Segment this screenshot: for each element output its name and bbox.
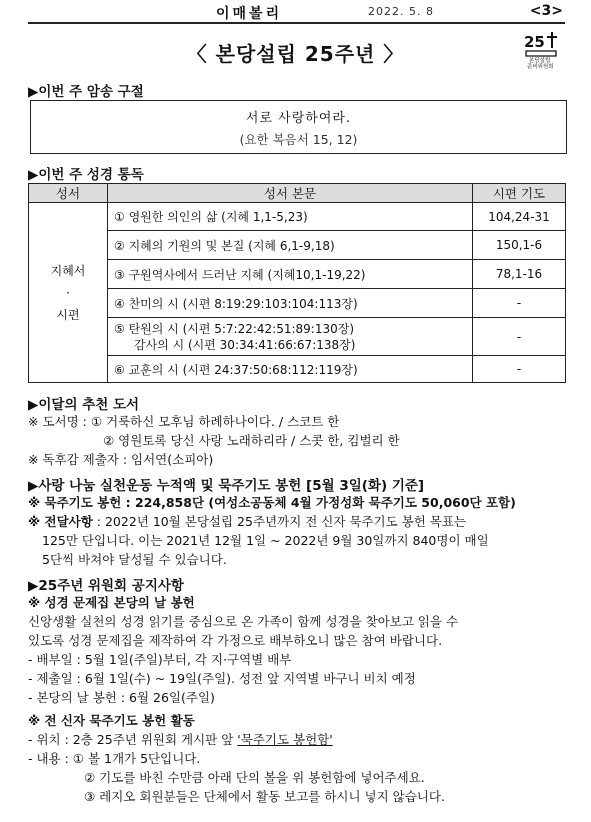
- table-row: [29, 260, 566, 289]
- reading-text: ① 영원한 의인의 삶 (지혜 1,1-5,23): [108, 203, 473, 231]
- rosary-activity-heading: ※ 전 신자 묵주기도 봉헌 활동: [28, 713, 195, 728]
- rosary-content-1: - 내용 : ① 볼 1개가 5단입니다.: [28, 751, 201, 766]
- svg-text:본당설립: 본당설립: [529, 58, 551, 64]
- page-title: 〈 본당설립 25주년 〉: [186, 42, 405, 66]
- psalm-value: -: [473, 318, 566, 356]
- table-row: [29, 318, 566, 356]
- issue-date: 2022. 5. 8: [368, 5, 434, 18]
- psalm-value: -: [473, 356, 566, 383]
- table-row: [29, 203, 566, 231]
- col-header-psalm: 시편 기도: [473, 184, 566, 203]
- rosary-content-2: ② 기도를 바친 수만큼 아래 단의 볼을 위 봉헌함에 넣어주세요.: [84, 770, 425, 785]
- reading-text: ④ 찬미의 시 (시편 8:19:29:103:104:113장): [108, 289, 473, 318]
- notice-line-1: ※ 전달사항 : 2022년 10월 본당설립 25주년까지 전 신자 묵주기도 봉헌 목표는: [28, 514, 467, 529]
- books-line-1: ※ 도서명 : ① 거룩하신 모후님 하례하나이다. / 스코트 한: [28, 414, 340, 429]
- svg-text:준비위원회: 준비위원회: [527, 64, 554, 70]
- book-category: 지혜서 · 시편: [29, 203, 108, 383]
- psalm-value: 150,1-6: [473, 231, 566, 260]
- psalm-value: 104,24-31: [473, 203, 566, 231]
- table-row: [29, 356, 566, 383]
- parish-day-offering: - 본당의 날 봉헌 : 6월 26일(주일): [28, 690, 215, 705]
- books-line-2: ② 영원토록 당신 사랑 노래하리라 / 스콧 한, 킴벌리 한: [103, 433, 400, 448]
- page-number: <3>: [529, 3, 563, 19]
- sharing-heading: ▶사랑 나눔 실천운동 누적액 및 묵주기도 봉헌 [5월 3일(화) 기준]: [28, 478, 425, 494]
- notice-line-3: 5단씩 바쳐야 달성될 수 있습니다.: [42, 552, 227, 567]
- col-header-text: 성서 본문: [108, 184, 473, 203]
- table-row: [29, 231, 566, 260]
- distribution-date: - 배부일 : 5월 1일(주일)부터, 각 지·구역별 배부: [28, 652, 292, 667]
- workbook-paragraph-1: 신앙생활 실천의 성경 읽기를 중심으로 온 가족이 함께 성경을 찾아보고 읽을 수: [28, 614, 459, 629]
- bible-workbook-heading: ※ 성경 문제집 본당의 날 봉헌: [28, 595, 195, 610]
- committee-heading: ▶25주년 위원회 공지사항: [28, 578, 184, 594]
- reading-text: ⑤ 탄원의 시 (시편 5:7:22:42:51:89:130장) 감사의 시 (시편 30:34:41:66:67:138장): [108, 318, 473, 356]
- table-row: [29, 289, 566, 318]
- memory-verse-ref: (요한 복음서 15, 12): [239, 132, 358, 147]
- reading-text: ③ 구원역사에서 드러난 지혜 (지혜10,1-19,22): [108, 260, 473, 289]
- psalm-value: -: [473, 289, 566, 318]
- submission-date: - 제출일 : 6월 1일(수) ~ 19일(주일). 성전 앞 지역별 바구니 비치 예정: [28, 671, 416, 686]
- notice-line-2: 125만 단입니다. 이는 2021년 12월 1일 ~ 2022년 9월 30일까지 840명이 매일: [42, 533, 489, 548]
- svg-text:25: 25: [524, 33, 545, 51]
- rosary-content-3: ③ 레지오 회원분들은 단체에서 활동 보고를 하시니 넣지 않습니다.: [84, 789, 445, 804]
- bible-reading-table: [28, 183, 566, 383]
- rosary-box-location: - 위치 : 2층 25주년 위원회 게시판 앞 '묵주기도 봉헌함': [28, 732, 333, 747]
- book-report-submitter: ※ 독후감 제출자 : 임서연(소피아): [28, 452, 214, 467]
- rosary-offering: ※ 묵주기도 봉헌 : 224,858단 (여성소공동체 4월 가정성화 묵주기도 50,060단 포함): [28, 495, 516, 510]
- bible-reading-heading: ▶이번 주 성경 통독: [28, 167, 144, 183]
- reading-text: ② 지혜의 기원의 및 본질 (지혜 6,1-9,18): [108, 231, 473, 260]
- workbook-paragraph-2: 있도록 성경 문제집을 제작하여 각 가정으로 배부하오니 많은 참여 바랍니다.: [28, 633, 443, 648]
- publication-name: 이매볼리: [216, 6, 283, 22]
- books-heading: ▶이달의 추천 도서: [28, 397, 140, 413]
- col-header-book: 성서: [29, 184, 108, 203]
- memory-verse-text: 서로 사랑하여라.: [245, 111, 352, 126]
- memory-verse-heading: ▶이번 주 암송 구절: [28, 84, 144, 100]
- page-header: [28, 2, 565, 24]
- anniversary-logo: [522, 30, 562, 70]
- psalm-value: 78,1-16: [473, 260, 566, 289]
- memory-verse-box: [30, 100, 567, 154]
- reading-text: ⑥ 교훈의 시 (시편 24:37:50:68:112:119장): [108, 356, 473, 383]
